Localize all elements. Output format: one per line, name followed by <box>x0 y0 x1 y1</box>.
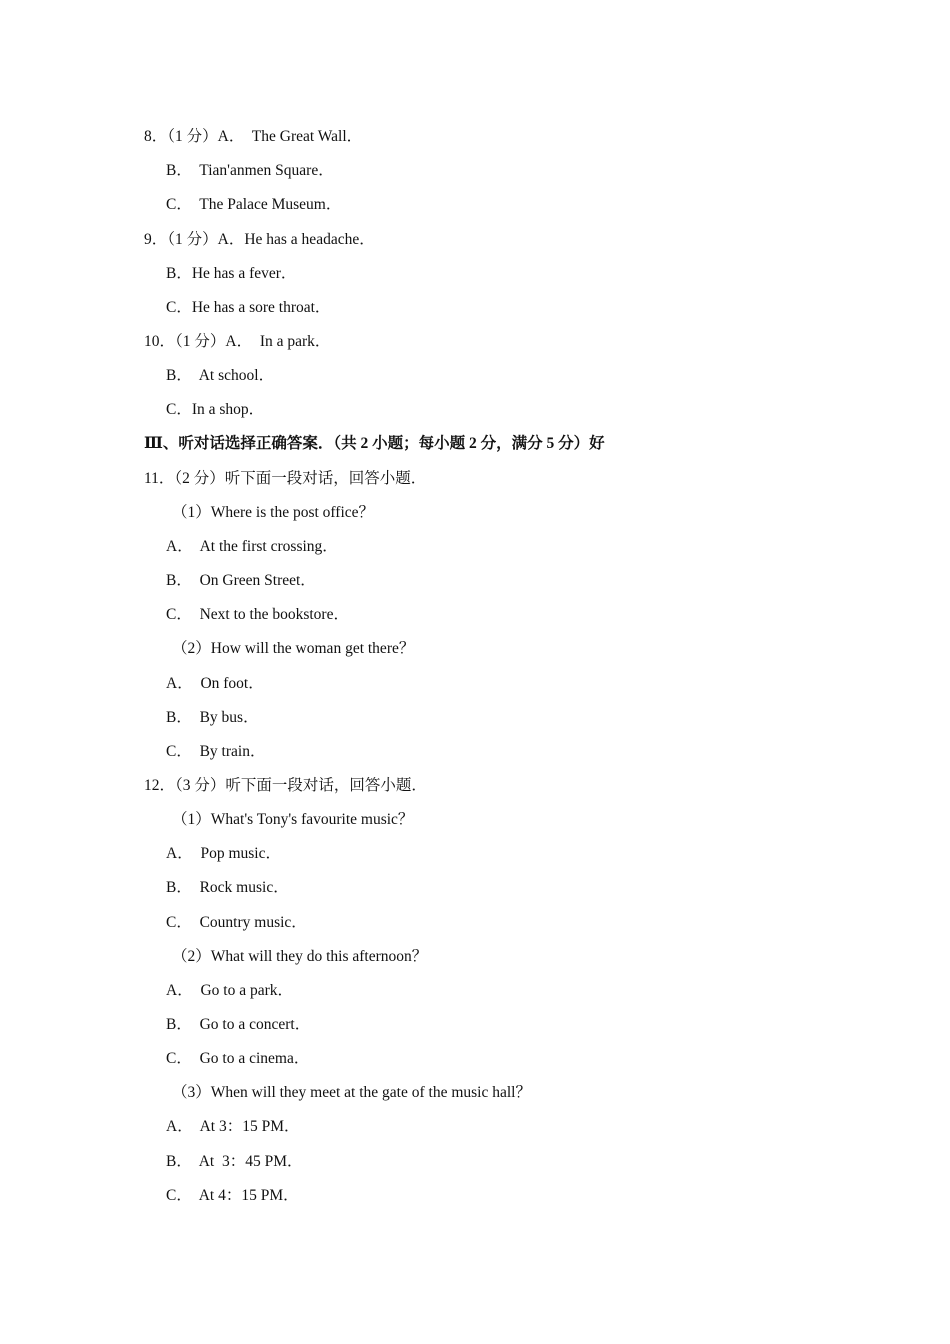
question-11-sub-1-option-c: C． Next to the bookstore． <box>166 606 349 623</box>
question-12-sub-3-option-a: A． At 3：15 PM． <box>166 1118 300 1135</box>
question-10-option-c: C．In a shop． <box>166 401 265 418</box>
question-11-sub-2: （2）How will the woman get there？ <box>172 640 415 657</box>
question-8-option-b: B． Tian'anmen Square． <box>166 162 334 179</box>
question-12-sub-1-option-c: C． Country music． <box>166 914 307 931</box>
section-3-heading: Ⅲ、听对话选择正确答案．（共 2 小题；每小题 2 分，满分 5 分）好 <box>144 435 605 452</box>
question-11-stem: 11．（2 分）听下面一段对话，回答小题． <box>144 470 427 487</box>
question-11-sub-2-option-b: B． By bus． <box>166 709 259 726</box>
question-12-sub-1-option-b: B． Rock music． <box>166 879 289 896</box>
question-12-sub-2-option-a: A． Go to a park． <box>166 982 293 999</box>
question-9-stem: 9．（1 分）A．He has a headache． <box>144 231 375 248</box>
question-12-sub-3: （3）When will they meet at the gate of the music hall？ <box>172 1084 531 1101</box>
question-10-stem: 10．（1 分）A． In a park． <box>144 333 331 350</box>
question-11-sub-2-option-a: A． On foot． <box>166 675 264 692</box>
question-10-option-b: B． At school． <box>166 367 275 384</box>
question-12-sub-2-option-b: B． Go to a concert． <box>166 1016 311 1033</box>
question-11-sub-1-option-b: B． On Green Street． <box>166 572 316 589</box>
question-8-stem: 8．（1 分）A． The Great Wall． <box>144 128 363 145</box>
question-9-option-c: C．He has a sore throat． <box>166 299 331 316</box>
question-11-sub-1-option-a: A． At the first crossing． <box>166 538 338 555</box>
question-12-sub-2: （2）What will they do this afternoon？ <box>172 948 428 965</box>
question-8-option-c: C． The Palace Museum． <box>166 196 342 213</box>
question-11-sub-2-option-c: C． By train． <box>166 743 266 760</box>
question-12-stem: 12．（3 分）听下面一段对话，回答小题． <box>144 777 427 794</box>
question-11-sub-1: （1）Where is the post office？ <box>172 504 375 521</box>
question-12-sub-3-option-c: C． At 4：15 PM． <box>166 1187 299 1204</box>
question-12-sub-3-option-b: B． At 3：45 PM． <box>166 1153 303 1170</box>
question-12-sub-2-option-c: C． Go to a cinema． <box>166 1050 310 1067</box>
question-12-sub-1-option-a: A． Pop music． <box>166 845 281 862</box>
question-9-option-b: B．He has a fever． <box>166 265 297 282</box>
question-12-sub-1: （1）What's Tony's favourite music？ <box>172 811 414 828</box>
